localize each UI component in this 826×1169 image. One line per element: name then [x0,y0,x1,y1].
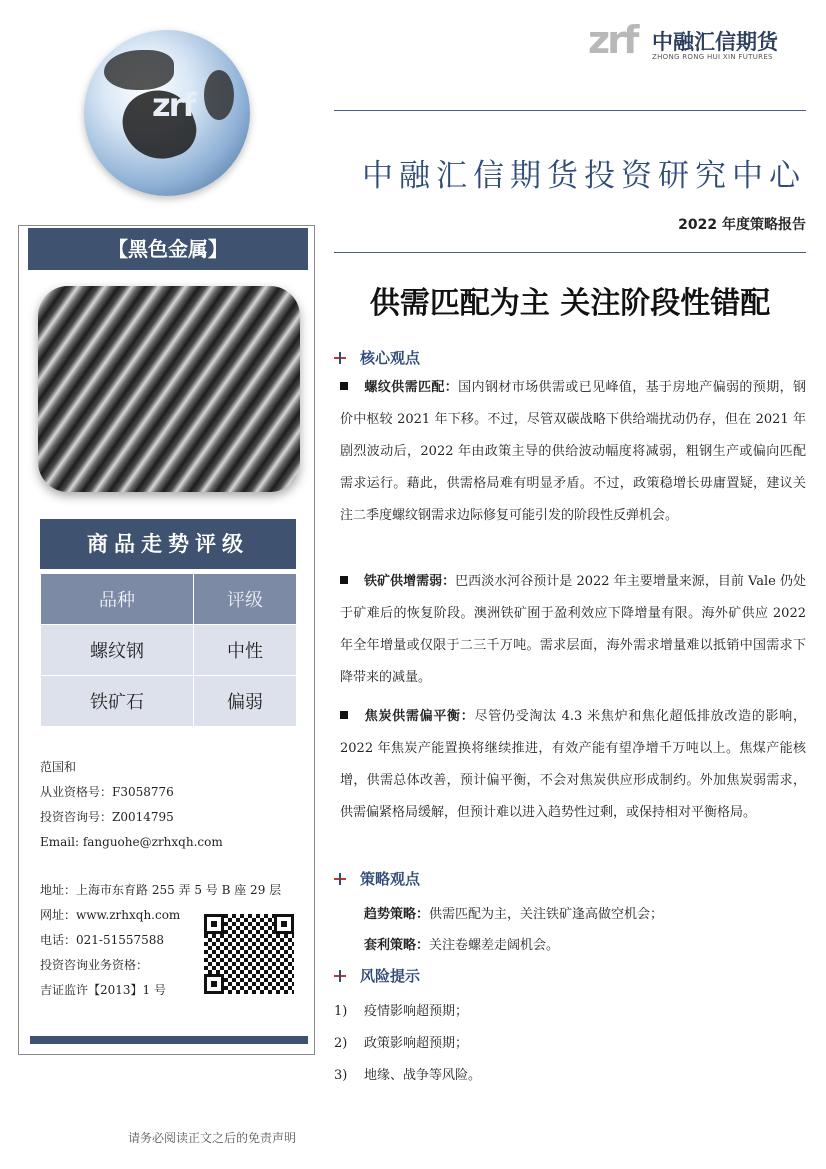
risk-title: 风险提示 [360,967,421,985]
strategy-text: 供需匹配为主，关注铁矿逢高做空机会； [429,907,664,922]
main-title: 供需匹配为主 关注阶段性错配 [369,286,771,321]
header-divider-bottom [334,252,806,253]
point-label: 焦炭供需偏平衡： [364,709,475,724]
table-row [41,625,297,676]
rating-header-rating: 评级 [194,574,297,625]
header-divider-top [334,110,806,111]
company-website[interactable]: 网址：www.zrhxqh.com [40,908,181,922]
report-type: 2022 年度策略报告 [678,217,806,233]
globe-land-north [104,50,174,90]
risk-text: 政策影响超预期； [364,1036,469,1051]
section-marker-icon [334,970,346,982]
strategy-text: 关注卷螺差走阔机会。 [429,938,560,953]
risk-number: 3) [334,1068,348,1083]
rating-table [40,573,297,727]
point-rebar [340,372,806,532]
risk-text: 疫情影响超预期； [364,1004,469,1019]
strategy-arbitrage [364,934,559,953]
risk-text: 地缘、战争等风险。 [364,1068,482,1083]
section-marker-icon [334,352,346,364]
steel-pipes-photo [38,286,300,492]
square-bullet-icon [340,382,348,390]
company-logo-mark [588,18,636,62]
sidebar-bottom-bar [30,1036,308,1044]
point-text: 巴西淡水河谷预计是 2022 年主要增量来源，目前 Vale 仍处于矿难后的恢复阶段。澳洲铁矿囿于盈利效应下降增量有限。海外矿供应 2022 年全年增量或仅限于二三千万吨。需求层面，海外需求增量难以抵销中国需求下降带来的减量。 [340,574,806,685]
point-label: 铁矿供增需弱： [364,574,456,589]
risk-item [334,1000,468,1019]
company-qualification: 投资咨询业务资格： [40,958,149,972]
section-marker-icon [334,873,346,885]
analyst-info [40,755,223,855]
risk-number: 2) [334,1036,348,1051]
square-bullet-icon [340,576,348,584]
commodity-cell: 铁矿石 [41,676,194,727]
research-center-title: 中融汇信期货投资研究中心 [362,158,806,194]
risk-heading [334,965,420,986]
point-coke [340,701,806,829]
commodity-cell: 螺纹钢 [41,625,194,676]
table-row [41,676,297,727]
rating-header-commodity: 品种 [41,574,194,625]
analyst-email[interactable]: Email: fanguohe@zrhxqh.com [40,835,223,849]
square-bullet-icon [340,711,348,719]
strategy-label: 趋势策略： [364,907,430,922]
disclaimer-footer: 请务必阅读正文之后的免责声明 [128,1131,297,1145]
core-view-title: 核心观点 [360,349,421,367]
point-iron-ore [340,566,806,694]
analyst-license: 从业资格号：F3058776 [40,785,174,799]
analyst-consult-number: 投资咨询号：Z0014795 [40,810,174,824]
qr-finder-bottom-left [204,974,224,994]
globe-logo [84,30,250,196]
company-permit: 吉证监许【2013】1 号 [40,983,166,997]
qr-code [202,912,296,996]
core-view-heading [334,347,420,368]
point-label: 螺纹供需匹配： [364,380,459,395]
globe-logo-text: zrf [152,86,195,124]
strategy-title: 策略观点 [360,870,421,888]
company-address: 地址：上海市东育路 255 弄 5 号 B 座 29 层 [40,883,282,897]
globe-land-east [204,70,234,120]
rating-cell: 偏弱 [194,676,297,727]
company-name-en: ZHONG RONG HUI XIN FUTURES [652,53,773,61]
strategy-label: 套利策略： [364,938,430,953]
company-name-cn: 中融汇信期货 [652,30,778,54]
company-phone: 电话：021-51557588 [40,933,165,947]
rating-cell: 中性 [194,625,297,676]
risk-item [334,1032,468,1051]
sector-label: 【黑色金属】 [28,228,308,270]
risk-number: 1) [334,1004,348,1019]
qr-finder-top-right [274,914,294,934]
company-logo-letters: zrf [588,18,637,62]
risk-item [334,1064,481,1083]
strategy-trend [364,903,663,922]
qr-finder-top-left [204,914,224,934]
rating-title: 商品走势评级 [40,519,296,569]
point-text: 国内钢材市场供需或已见峰值，基于房地产偏弱的预期，钢价中枢较 2021 年下移。不过，尽管双碳战略下供给端扰动仍存，但在 2021 年剧烈波动后，2022 年由政策主导的供给波动幅度将减弱，粗钢生产或偏向匹配需求运行。藉此，供需格局难有明显矛盾。不过，政策稳增长毋庸置疑，建议关注二季度螺纹钢需求边际修复可能引发的阶段性反弹机会。 [340,380,806,523]
point-text: 尽管仍受淘汰 4.3 米焦炉和焦化超低排放改造的影响，2022 年焦炭产能置换将继续推进，有效产能有望净增千万吨以上。焦煤产能核增，供需总体改善，预计偏平衡，不会对焦炭供应形成制约。外加焦炭弱需求，供需偏紧格局缓解，但预计难以进入趋势性过剩，或保持相对平衡格局。 [340,709,806,820]
analyst-name: 范国和 [40,760,77,774]
rating-header-row [41,574,297,625]
strategy-heading [334,868,420,889]
